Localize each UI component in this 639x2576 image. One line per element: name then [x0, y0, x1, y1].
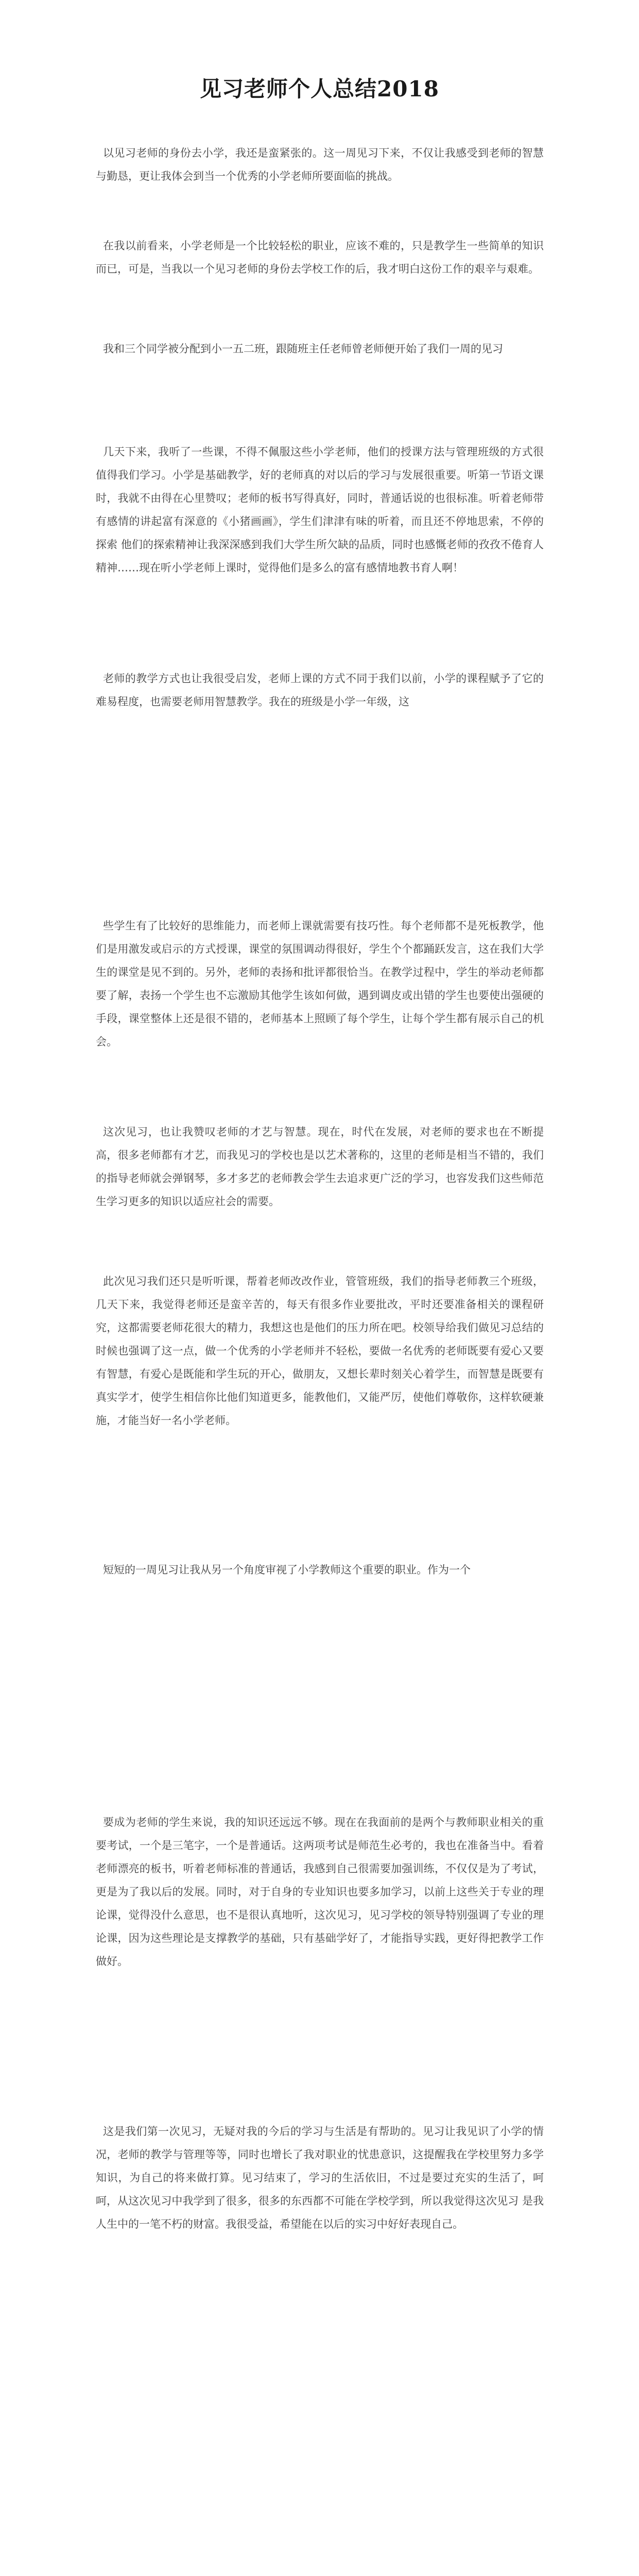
- paragraph-8: 此次见习我们还只是听听课，帮着老师改改作业，管管班级，我们的指导老师教三个班级，几天下来，我觉得老师还是蛮辛苦的，每天有很多作业要批改，平时还要准备相关的课程研究，这都需要老师花很大的精力，我想这也是他们的压力所在吧。校领导给我们做见习总结的时候也强调了这一点，做一个优秀的小学老师并不轻松，要做一名优秀的老师既要有爱心又要有智慧，有爱心是既能和学生玩的开心，做朋友，又想长辈时刻关心着学生，而智慧是既要有真实学才，使学生相信你比他们知道更多，能教他们，又能严厉，使他们尊敬你，这样软硬兼施，才能当好一名小学老师。: [96, 1275, 544, 1427]
- paragraph-1: 以见习老师的身份去小学，我还是蛮紧张的。这一周见习下来，不仅让我感受到老师的智慧与勤恳，更让我体会到当一个优秀的小学老师所要面临的挑战。: [96, 147, 544, 182]
- paragraph-11: 这是我们第一次见习，无疑对我的今后的学习与生活是有帮助的。见习让我见识了小学的情况，老师的教学与管理等等，同时也增长了我对职业的忧患意识，这提醒我在学校里努力多学知识，为自己的将来做打算。见习结束了，学习的生活依旧，不过是要过充实的生活了，呵呵，从这次见习中我学到了很多，很多的东西都不可能在学校学到，所以我觉得这次见习 是我人生中的一笔不朽的财富。我很受益，希望能在以后的实习中好好表现自己。: [96, 2125, 544, 2230]
- paragraph-6: 些学生有了比较好的思维能力，而老师上课就需要有技巧性。每个老师都不是死板教学，他们是用激发或启示的方式授课，课堂的氛围调动得很好，学生个个都踊跃发言，这在我们大学生的课堂是见不到的。另外，老师的表扬和批评都很恰当。在教学过程中，学生的举动老师都要了解，表扬一个学生也不忘激励其他学生该如何做，遇到调皮或出错的学生也要使出强硬的手段，课堂整体上还是很不错的，老师基本上照顾了每个学生，让每个学生都有展示自己的机会。: [96, 920, 544, 1048]
- paragraph-10: 要成为老师的学生来说，我的知识还远远不够。现在在我面前的是两个与教师职业相关的重要考试，一个是三笔字，一个是普通话。这两项考试是师范生必考的，我也在准备当中。看着老师漂亮的板书，听着老师标准的普通话，我感到自己很需要加强训练，不仅仅是为了考试，更是为了我以后的发展。同时，对于自身的专业知识也要多加学习，以前上这些关于专业的理论课，觉得没什么意思，也不是很认真地听，这次见习，见习学校的领导特别强调了专业的理论课，因为这些理论是支撑教学的基础，只有基础学好了，才能指导实践，更好得把教学工作做好。: [96, 1816, 544, 1968]
- paragraph-9: 短短的一周见习让我从另一个角度审视了小学教师这个重要的职业。作为一个: [103, 1564, 471, 1576]
- paragraph-2: 在我以前看来，小学老师是一个比较轻松的职业，应该不难的，只是教学生一些简单的知识而已，可是，当我以一个见习老师的身份去学校工作的后，我才明白这份工作的艰辛与艰难。: [96, 240, 544, 275]
- paragraph-5: 老师的教学方式也让我很受启发，老师上课的方式不同于我们以前，小学的课程赋予了它的难易程度，也需要老师用智慧教学。我在的班级是小学一年级，这: [96, 672, 544, 708]
- paragraph-4: 几天下来，我听了一些课，不得不佩服这些小学老师，他们的授课方法与管理班级的方式很值得我们学习。小学是基础教学，好的老师真的对以后的学习与发展很重要。听第一节语文课时，我就不由得在心里赞叹；老师的板书写得真好，同时，普通话说的也很标准。听着老师带有感情的讲起富有深意的《小猪画画》，学生们津津有味的听着，而且还不停地思索，不停的探索 他们的探索精神让我深深感到我们大学生所欠缺的品质，同时也感慨老师的孜孜不倦育人精神……现在听小学老师上课时，觉得他们是多么的富有感情地教书育人啊！: [96, 446, 544, 574]
- paragraph-7: 这次见习，也让我赞叹老师的才艺与智慧。现在，时代在发展，对老师的要求也在不断提高，很多老师都有才艺，而我见习的学校也是以艺术著称的，这里的老师是相当不错的，我们的指导老师就会弹钢琴，多才多艺的老师教会学生去追求更广泛的学习，也容发我们这些师范生学习更多的知识以适应社会的需要。: [96, 1126, 544, 1208]
- paragraph-3: 我和三个同学被分配到小一五二班，跟随班主任老师曾老师便开始了我们一周的见习: [103, 343, 503, 355]
- document-title: 见习老师个人总结2018: [200, 76, 439, 101]
